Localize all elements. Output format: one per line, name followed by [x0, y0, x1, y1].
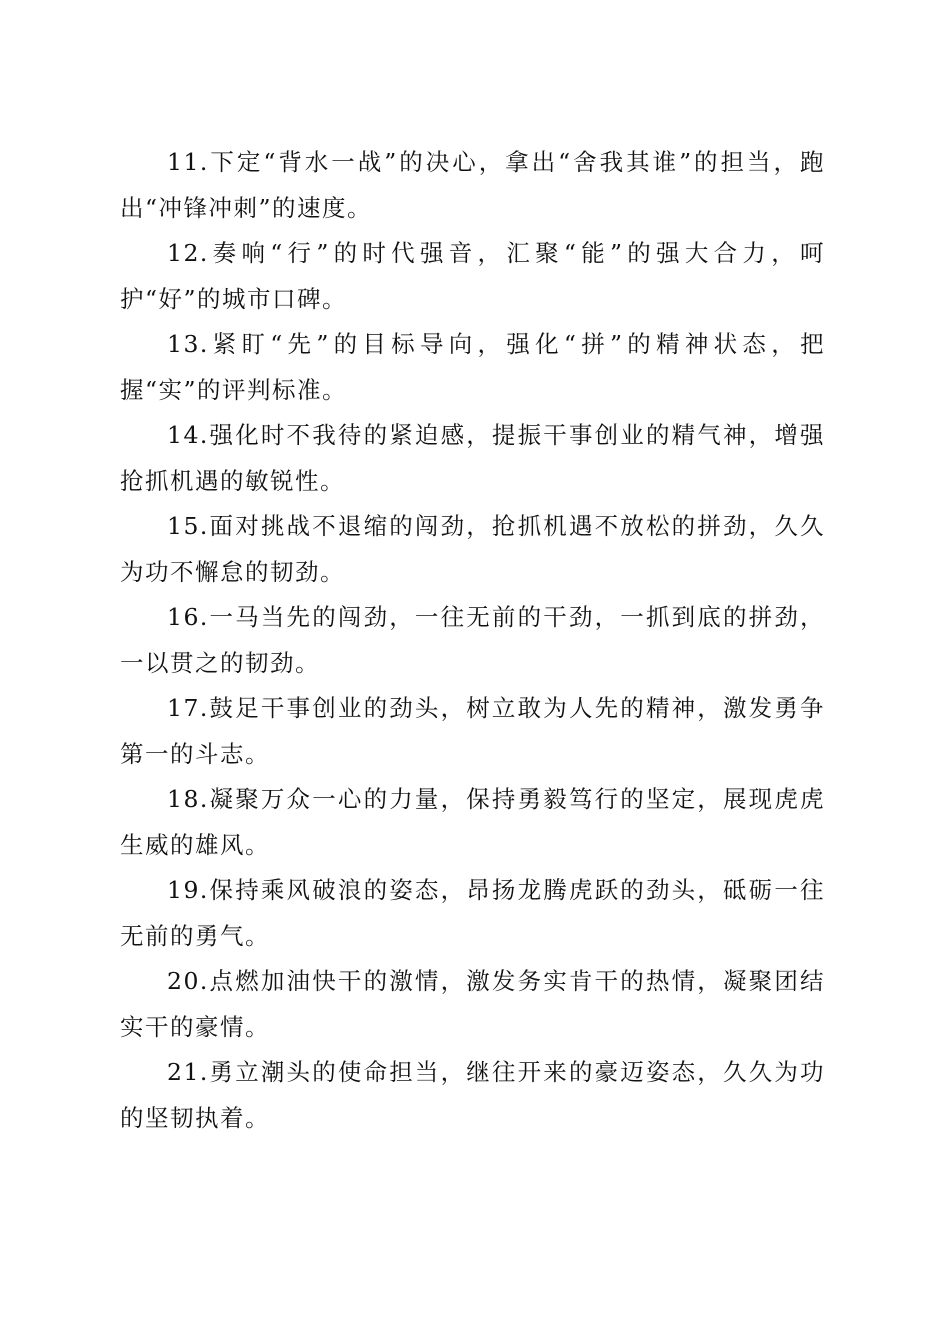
- document-page: [120, 140, 825, 1141]
- paragraph-18: 18.凝聚万众一心的力量，保持勇毅笃行的坚定，展现虎虎生威的雄风。: [120, 785, 825, 859]
- paragraph-13: 13.紧盯“先”的目标导向，强化“拼”的精神状态，把握“实”的评判标准。: [120, 330, 825, 404]
- paragraph-21: 21.勇立潮头的使命担当，继往开来的豪迈姿态，久久为功的坚韧执着。: [120, 1058, 825, 1132]
- paragraph-15: 15.面对挑战不退缩的闯劲，抢抓机遇不放松的拼劲，久久为功不懈怠的韧劲。: [120, 512, 825, 586]
- paragraph-12: 12.奏响“行”的时代强音，汇聚“能”的强大合力，呵护“好”的城市口碑。: [120, 239, 825, 313]
- paragraph-14: 14.强化时不我待的紧迫感，提振干事创业的精气神，增强抢抓机遇的敏锐性。: [120, 421, 825, 495]
- paragraph-19: 19.保持乘风破浪的姿态，昂扬龙腾虎跃的劲头，砥砺一往无前的勇气。: [120, 876, 825, 950]
- paragraph-20: 20.点燃加油快干的激情，激发务实肯干的热情，凝聚团结实干的豪情。: [120, 967, 825, 1041]
- paragraph-11: 11.下定“背水一战”的决心，拿出“舍我其谁”的担当，跑出“冲锋冲刺”的速度。: [120, 148, 825, 222]
- paragraph-17: 17.鼓足干事创业的劲头，树立敢为人先的精神，激发勇争第一的斗志。: [120, 694, 825, 768]
- paragraph-16: 16.一马当先的闯劲，一往无前的干劲，一抓到底的拼劲，一以贯之的韧劲。: [120, 603, 825, 677]
